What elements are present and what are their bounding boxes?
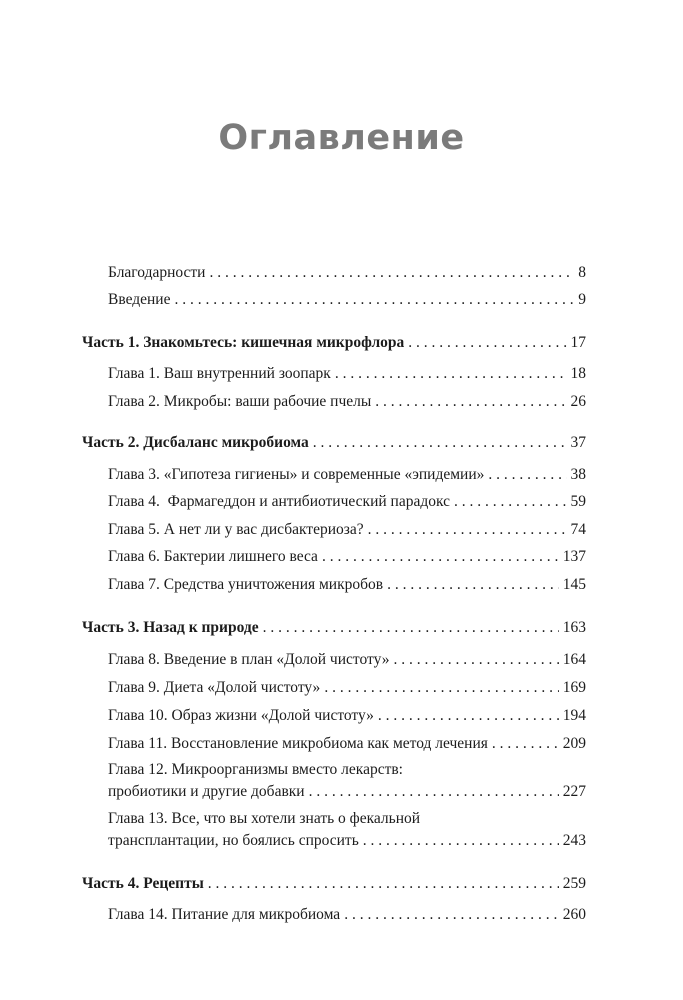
toc-chapter-label-line1: Глава 13. Все, что вы хотели знать о фекальной [108,810,421,827]
toc-part-label: Часть 2. Дисбаланс микробиома [82,434,309,451]
toc-part-2[interactable] [82,433,586,453]
dot-leader [209,263,574,283]
toc-entry-acknowledgements[interactable] [108,263,586,283]
toc-chapter-5[interactable] [108,520,586,540]
toc-chapter-label: Глава 6. Бактерии лишнего веса [108,548,318,565]
toc-chapter-page: 194 [562,707,586,724]
toc-chapter-13[interactable] [108,809,586,851]
toc-chapter-label: Глава 8. Введение в план «Долой чистоту» [108,651,390,668]
toc-entry-page: 9 [578,291,586,308]
toc-chapter-label: трансплантации, но боялись спросить [108,832,359,849]
dot-leader [454,492,566,512]
dot-leader [368,520,567,540]
page-title: Оглавление [218,118,465,158]
toc-chapter-page: 164 [562,651,586,668]
toc-part-label: Часть 3. Назад к природе [82,619,259,636]
toc-chapter-page: 137 [562,548,586,565]
dot-leader [335,364,567,384]
toc-chapter-page: 227 [562,783,586,800]
toc-entry-label: Введение [108,291,171,308]
toc-chapter-label: Глава 3. «Гипотеза гигиены» и современные «эпидемии» [108,466,485,483]
toc-chapter-page: 18 [570,365,586,382]
toc-chapter-8[interactable] [108,650,586,670]
dot-leader [313,433,567,453]
toc-chapter-page: 74 [570,521,586,538]
dot-leader [344,905,559,925]
dot-leader [324,678,558,698]
toc-chapter-label: Глава 11. Восстановление микробиома как метод лечения [108,735,488,752]
toc-chapter-label: Глава 10. Образ жизни «Долой чистоту» [108,707,374,724]
toc-chapter-label: Глава 1. Ваш внутренний зоопарк [108,365,331,382]
dot-leader [408,333,566,353]
dot-leader [208,874,559,894]
toc-chapter-label: Глава 4. Фармагеддон и антибиотический парадокс [108,493,451,510]
toc-chapter-14[interactable] [108,905,586,925]
toc-part-page: 163 [562,619,586,636]
toc-chapter-11[interactable] [108,734,586,754]
toc-chapter-10[interactable] [108,706,586,726]
toc-chapter-page: 145 [562,576,586,593]
dot-leader [322,547,559,567]
toc-part-label: Часть 4. Рецепты [82,875,204,892]
dot-leader [488,465,566,485]
toc-chapter-4[interactable] [108,492,586,512]
toc-chapter-page: 209 [562,735,586,752]
toc-entry-page: 8 [578,264,586,281]
toc-part-1[interactable] [82,333,586,353]
toc-chapter-page: 260 [562,906,586,923]
toc-part-label: Часть 1. Знакомьтесь: кишечная микрофлора [82,334,405,351]
toc-part-3[interactable] [82,618,586,638]
toc-chapter-6[interactable] [108,547,586,567]
dot-leader [309,782,559,802]
toc-chapter-12[interactable] [108,760,586,802]
toc-part-page: 259 [562,875,586,892]
toc-chapter-label: Глава 14. Питание для микробиома [108,906,341,923]
toc-chapter-label: Глава 9. Диета «Долой чистоту» [108,679,321,696]
toc-chapter-label-line1: Глава 12. Микроорганизмы вместо лекарств: [108,761,403,778]
toc-chapter-3[interactable] [108,465,586,485]
toc-chapter-page: 59 [570,493,586,510]
toc-chapter-9[interactable] [108,678,586,698]
toc-part-page: 37 [570,434,586,451]
dot-leader [492,734,559,754]
dot-leader [387,575,559,595]
toc-chapter-7[interactable] [108,575,586,595]
dot-leader [263,618,559,638]
toc-entry-introduction[interactable] [108,290,586,310]
toc-chapter-label: Глава 7. Средства уничтожения микробов [108,576,384,593]
toc-chapter-page: 26 [570,393,586,410]
dot-leader [378,706,559,726]
toc-chapter-page: 243 [562,832,586,849]
toc-part-4[interactable] [82,874,586,894]
toc-part-page: 17 [570,334,586,351]
toc-chapter-page: 169 [562,679,586,696]
dot-leader [393,650,558,670]
toc-chapter-label: Глава 5. А нет ли у вас дисбактериоза? [108,521,364,538]
toc-chapter-page: 38 [570,466,586,483]
dot-leader [174,290,574,310]
toc-chapter-label: Глава 2. Микробы: ваши рабочие пчелы [108,393,372,410]
toc-chapter-2[interactable] [108,392,586,412]
toc-chapter-label: пробиотики и другие добавки [108,783,305,800]
dot-leader [363,831,559,851]
toc-entry-label: Благодарности [108,264,206,281]
dot-leader [375,392,566,412]
toc-chapter-1[interactable] [108,364,586,384]
